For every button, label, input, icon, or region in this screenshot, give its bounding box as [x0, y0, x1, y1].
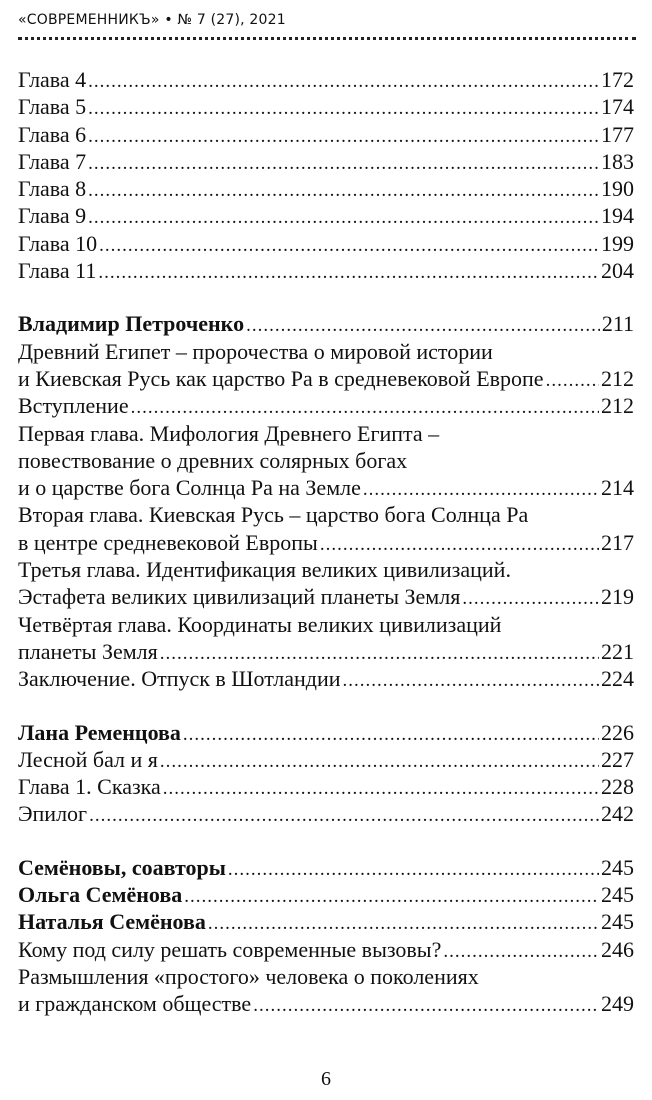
entry-title: и Киевская Русь как царство Ра в средневековой Европе: [18, 365, 544, 391]
page-number: 199: [601, 230, 634, 256]
dot-leader: [253, 992, 599, 1019]
toc-author-entry[interactable]: [18, 908, 634, 935]
page-number: 183: [601, 148, 634, 174]
dot-leader: [160, 640, 599, 667]
entry-title: Кому под силу решать современные вызовы?: [18, 936, 442, 962]
entry-title: Вступление: [18, 393, 129, 419]
toc-entry[interactable]: [18, 665, 634, 692]
author-name: Владимир Петроченко: [18, 311, 245, 337]
toc-entry[interactable]: [18, 148, 634, 175]
entry-title: Глава 4: [18, 67, 87, 92]
dot-leader: [462, 585, 599, 612]
toc-author-entry[interactable]: [18, 310, 634, 337]
entry-title: Глава 9: [18, 203, 87, 229]
author-name: Наталья Семёнова: [18, 909, 206, 935]
dot-leader: [131, 394, 599, 421]
dot-leader: [88, 95, 599, 122]
page-number: 226: [601, 719, 634, 745]
toc-entry[interactable]: [18, 66, 634, 93]
entry-title: Лесной бал и я: [18, 746, 158, 772]
page-number: 212: [601, 393, 634, 419]
page-number: 177: [601, 121, 634, 147]
toc-entry[interactable]: [18, 800, 634, 827]
dot-leader: [88, 68, 599, 95]
dot-leader: [343, 667, 599, 694]
entry-title: планеты Земля: [18, 638, 158, 664]
entry-title: Глава 11: [18, 258, 97, 284]
dot-leader: [88, 177, 599, 204]
toc-entry[interactable]: [18, 936, 634, 963]
toc-entry[interactable]: [18, 230, 634, 257]
running-header: «СОВРЕМЕННИКЪ» • № 7 (27), 2021: [18, 12, 286, 28]
dot-leader: [320, 531, 599, 558]
toc-group-chapters: [18, 66, 634, 284]
page-number: 246: [601, 936, 634, 962]
page-number: 214: [601, 475, 634, 501]
page-number: 245: [601, 854, 634, 880]
entry-title-line: Размышления «простого» человека о поколениях: [18, 963, 479, 989]
entry-title: Заключение. Отпуск в Шотландии: [18, 666, 341, 692]
page-number: 204: [601, 258, 634, 284]
dot-leader: [228, 856, 599, 883]
toc-entry[interactable]: [18, 93, 634, 120]
entry-title-line: повествование о древних солярных богах: [18, 447, 408, 473]
dot-leader: [246, 312, 600, 339]
table-of-contents: [18, 66, 634, 1018]
author-name: Ольга Семёнова: [18, 882, 183, 908]
entry-title: Глава 8: [18, 176, 87, 202]
dot-leader: [208, 910, 599, 937]
page-number: 227: [601, 746, 634, 772]
dot-leader: [88, 204, 599, 231]
page-number: 212: [601, 365, 634, 391]
toc-entry[interactable]: [18, 529, 634, 556]
dot-leader: [184, 883, 599, 910]
entry-title: Эстафета великих цивилизаций планеты Земля: [18, 584, 461, 610]
dot-leader: [98, 259, 599, 286]
toc-group-petrochenko: [18, 310, 634, 692]
toc-entry[interactable]: [18, 365, 634, 392]
toc-entry[interactable]: [18, 990, 634, 1017]
dot-leader: [546, 367, 599, 394]
entry-title-line: Первая глава. Мифология Древнего Египта –: [18, 420, 440, 446]
page-number: 194: [601, 203, 634, 229]
page-number: 224: [601, 666, 634, 692]
entry-title: Глава 7: [18, 148, 87, 174]
page-number: 217: [601, 529, 634, 555]
entry-title: и гражданском обществе: [18, 991, 252, 1017]
page-number: 172: [601, 67, 634, 92]
dot-leader: [88, 150, 599, 177]
toc-author-entry[interactable]: [18, 719, 634, 746]
dot-leader: [183, 721, 599, 748]
page-number-footer: 6: [321, 1068, 331, 1090]
page-number: 242: [601, 801, 634, 827]
entry-title: Эпилог: [18, 801, 88, 827]
page-number: 245: [601, 909, 634, 935]
entry-title: Глава 6: [18, 121, 87, 147]
entry-title: Глава 5: [18, 94, 87, 120]
page-number: 221: [601, 638, 634, 664]
page-number: 219: [601, 584, 634, 610]
entry-title-line: Древний Египет – пророчества о мировой истории: [18, 338, 493, 364]
entry-title-line: Третья глава. Идентификация великих цивилизаций.: [18, 557, 511, 583]
toc-group-semenovy: [18, 854, 634, 1018]
toc-entry[interactable]: [18, 257, 634, 284]
page-number: 211: [601, 311, 634, 337]
toc-entry[interactable]: [18, 175, 634, 202]
entry-title-line: Вторая глава. Киевская Русь – царство бога Солнца Ра: [18, 502, 529, 528]
dot-leader: [163, 775, 599, 802]
author-name: Лана Ременцова: [18, 719, 181, 745]
entry-title: и о царстве бога Солнца Ра на Земле: [18, 475, 361, 501]
author-name: Семёновы, соавторы: [18, 854, 226, 880]
dot-leader: [88, 123, 599, 150]
dot-leader: [443, 938, 599, 965]
toc-entry[interactable]: [18, 583, 634, 610]
toc-entry[interactable]: [18, 474, 634, 501]
toc-entry[interactable]: [18, 392, 634, 419]
dot-leader: [99, 232, 599, 259]
dot-leader: [363, 476, 599, 503]
toc-entry[interactable]: [18, 638, 634, 665]
dot-leader: [89, 802, 599, 829]
page-number: 190: [601, 176, 634, 202]
page-number: 249: [601, 991, 634, 1017]
page-number: 228: [601, 774, 634, 800]
header-dotted-rule: [18, 37, 636, 40]
toc-group-rementsova: [18, 719, 634, 828]
toc-author-entry[interactable]: [18, 881, 634, 908]
toc-entry[interactable]: [18, 202, 634, 229]
entry-title-line: Четвёртая глава. Координаты великих цивилизаций: [18, 611, 502, 637]
entry-title: Глава 1. Сказка: [18, 774, 161, 800]
entry-title: Глава 10: [18, 230, 98, 256]
dot-leader: [160, 748, 599, 775]
page-number: 245: [601, 882, 634, 908]
toc-author-entry[interactable]: [18, 854, 634, 881]
entry-title: в центре средневековой Европы: [18, 529, 318, 555]
toc-entry[interactable]: [18, 121, 634, 148]
toc-entry[interactable]: [18, 746, 634, 773]
page-number: 174: [601, 94, 634, 120]
toc-entry[interactable]: [18, 773, 634, 800]
